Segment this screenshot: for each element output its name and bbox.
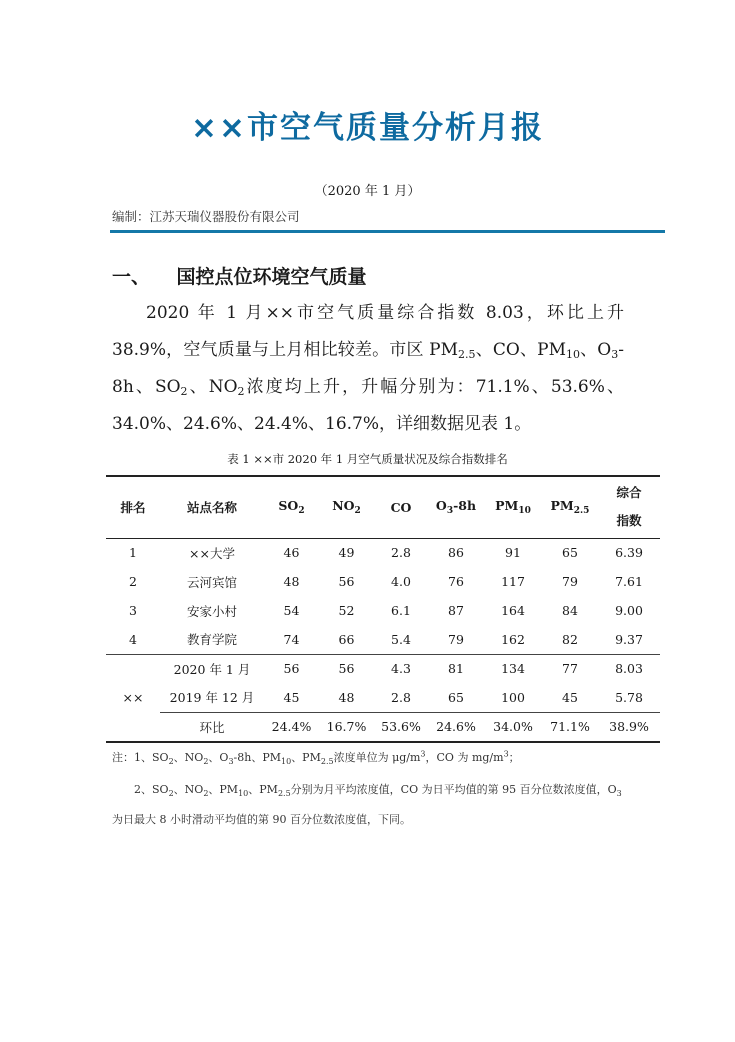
table-note-1: 注：1、$SO_2$、$NO_2$、$O_3-8h$、$PM_{10}$、$PM_{2.5}$浓度单位为 $\mu g/m^3$，CO 为 $mg/m^3$； bbox=[112, 749, 520, 767]
header-co: CO bbox=[390, 499, 412, 515]
city-row-previous: 2019 年 12 月 45 48 2.8 65 100 45 5.78 bbox=[169, 689, 643, 706]
header-index: 综合 指数 bbox=[616, 485, 642, 529]
section-number: 一、 bbox=[112, 266, 151, 288]
table-header-row bbox=[106, 476, 660, 538]
table-note-2: 2、$SO_2$、$NO_2$、$PM_{10}$、$PM_{2.5}$分别为月平均浓度值，CO 为日平均值的第 95 百分位数浓度值，$O_3$为日最大 8 小时滑动平均值的第 90 百分位数浓度值，下同。 bbox=[112, 783, 622, 827]
header-site: 站点名称 bbox=[186, 500, 237, 516]
report-period: （2020 年 1 月） bbox=[314, 184, 421, 199]
table-row: 4 教育学院 74 66 5.4 79 162 82 9.37 bbox=[129, 631, 643, 648]
report-title: ××市空气质量分析月报 bbox=[191, 110, 544, 146]
header-so2: $SO_2$ bbox=[278, 498, 305, 517]
table-row: 1 ××大学 46 49 2.8 86 91 65 6.39 bbox=[129, 545, 643, 561]
header-pm25: $PM_{2.5}$ bbox=[550, 498, 590, 517]
city-row-current: ×× 2020 年 1 月 56 56 4.3 81 134 77 8.03 bbox=[106, 654, 660, 683]
compiler-line: 编制：江苏天瑞仪器股份有限公司 bbox=[112, 209, 300, 224]
header-pm10: $PM_{10}$ bbox=[495, 498, 531, 517]
section-title: 国控点位环境空气质量 bbox=[176, 266, 367, 288]
header-divider bbox=[110, 230, 665, 233]
section-heading bbox=[112, 262, 367, 289]
summary-paragraph: 2020 年 1 月××市空气质量综合指数 8.03，环比上升 38.9%，空气质量与上月相比较差。市区 $PM_{2.5}$、CO、$PM_{10}$、$O_3-8h$、$SO_2$、$NO_2$浓度均上升，升幅分别为：71.1%、53.6%、34.0%、24.6%、24.4%、16.7%，详细数据见表 1。 bbox=[112, 303, 624, 434]
table-caption: 表 1 ××市 2020 年 1 月空气质量状况及综合指数排名 bbox=[227, 452, 508, 466]
city-label: ×× bbox=[106, 654, 160, 741]
ratio-row: 环比 24.4% 16.7% 53.6% 24.6% 34.0% 71.1% 38.9% bbox=[106, 712, 660, 741]
table-row: 3 安家小村 54 52 6.1 87 164 84 9.00 bbox=[129, 603, 643, 619]
header-no2: $NO_2$ bbox=[332, 498, 361, 517]
air-quality-table bbox=[106, 475, 660, 743]
header-o3: $O_3-8h$ bbox=[435, 498, 477, 517]
table-row: 2 云河宾馆 48 56 4.0 76 117 79 7.61 bbox=[129, 574, 643, 590]
header-rank: 排名 bbox=[120, 500, 146, 516]
